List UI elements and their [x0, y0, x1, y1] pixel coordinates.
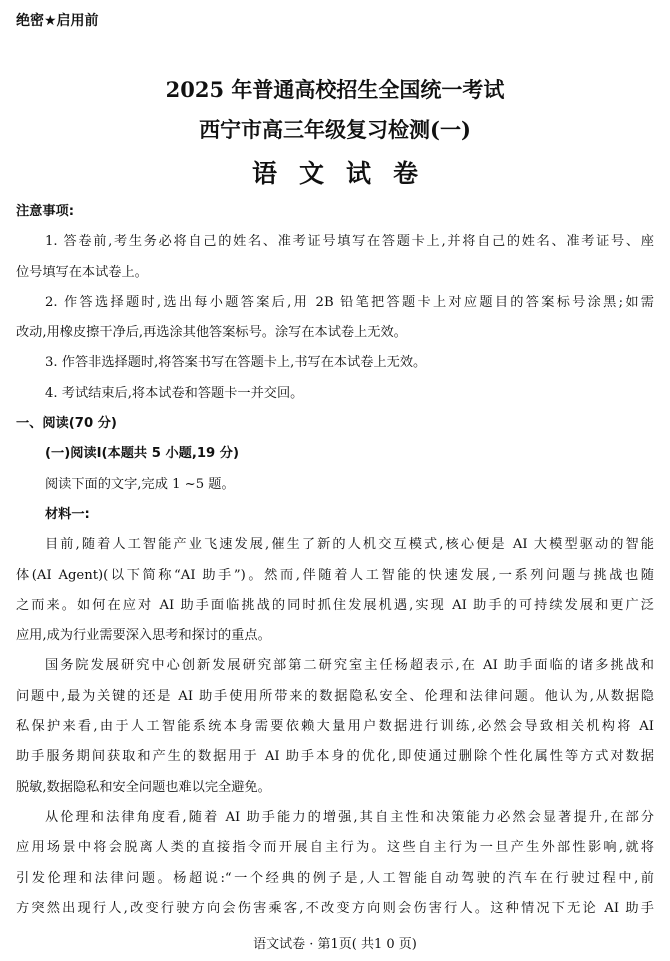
page-footer: 语文试卷 · 第1页( 共1 0 页)	[253, 937, 417, 952]
passage-line: 之而来。如何在应对 AI 助手面临挑战的同时抓住发展机遇,实现 AI 助手的可持续发展和更广泛	[16, 597, 654, 613]
section-heading: 一、阅读(70 分)	[16, 416, 117, 432]
notice-heading: 注意事项:	[16, 204, 75, 219]
passage-line: 方突然出现行人,改变行驶方向会伤害乘客,不改变方向则会伤害行人。这种情况下无论 AI 助手	[16, 900, 654, 916]
exam-subject-title: 语文试卷	[251, 159, 440, 188]
passage-line: 脱敏,数据隐私和安全问题也难以完全避免。	[16, 779, 271, 795]
passage-line: 应用场景中将会脱离人类的直接指令而开展自主行为。这些自主行为一旦产生外部性影响,就将	[16, 840, 654, 856]
passage-line: 体(AI Agent)(以下简称“AI 助手”)。然而,伴随着人工智能的快速发展,一系列问题与挑战也随	[16, 567, 654, 583]
passage-line: 应用,成为行业需要深入思考和探讨的重点。	[16, 628, 271, 644]
exam-title-line2: 西宁市高三年级复习检测(一)	[199, 117, 471, 142]
passage-line: 助手服务期间获取和产生的数据用于 AI 助手本身的优化,即使通过删除个性化属性等方式对数据	[16, 749, 654, 765]
subsection-heading: (一)阅读Ⅰ(本题共 5 小题,19 分)	[45, 446, 240, 462]
passage-line: 从伦理和法律角度看,随着 AI 助手能力的增强,其自主性和决策能力必然会显著提升,在部分	[45, 809, 654, 825]
notice-item-1-line-2: 位号填写在本试卷上。	[16, 264, 148, 280]
exam-body	[16, 197, 654, 924]
notice-item-3: 3. 作答非选择题时,将答案书写在答题卡上,书写在本试卷上无效。	[45, 355, 427, 371]
secret-mark: 绝密★启用前	[16, 13, 99, 29]
notice-item-2-line-2: 改动,用橡皮擦干净后,再选涂其他答案标号。涂写在本试卷上无效。	[16, 325, 407, 341]
passage-line: 国务院发展研究中心创新发展研究部第二研究室主任杨超表示,在 AI 助手面临的诸多挑战和	[45, 658, 654, 674]
passage-line: 引发伦理和法律问题。杨超说:“一个经典的例子是,人工智能自动驾驶的汽车在行驶过程中,前	[16, 870, 654, 886]
notice-item-2-line-1: 2. 作答选择题时,选出每小题答案后,用 2B 铅笔把答题卡上对应题目的答案标号涂黑;如需	[45, 294, 654, 310]
reading-instruction: 阅读下面的文字,完成 1 ~5 题。	[45, 476, 235, 492]
passage-line: 私保护来看,由于人工智能系统本身需要依赖大量用户数据进行训练,必然会导致相关机构将 AI	[16, 719, 654, 735]
notice-item-4: 4. 考试结束后,将本试卷和答题卡一并交回。	[45, 385, 304, 401]
exam-title-line1: 2025 年普通高校招生全国统一考试	[165, 77, 505, 102]
notice-item-1-line-1: 1. 答卷前,考生务必将自己的姓名、准考证号填写在答题卡上,并将自己的姓名、准考证号、座	[45, 234, 654, 250]
passage-line: 目前,随着人工智能产业飞速发展,催生了新的人机交互模式,核心便是 AI 大模型驱动的智能	[45, 537, 654, 553]
passage-line: 问题中,最为关键的还是 AI 助手使用所带来的数据隐私安全、伦理和法律问题。他认为,从数据隐	[16, 688, 654, 704]
material-label: 材料一:	[45, 506, 90, 522]
